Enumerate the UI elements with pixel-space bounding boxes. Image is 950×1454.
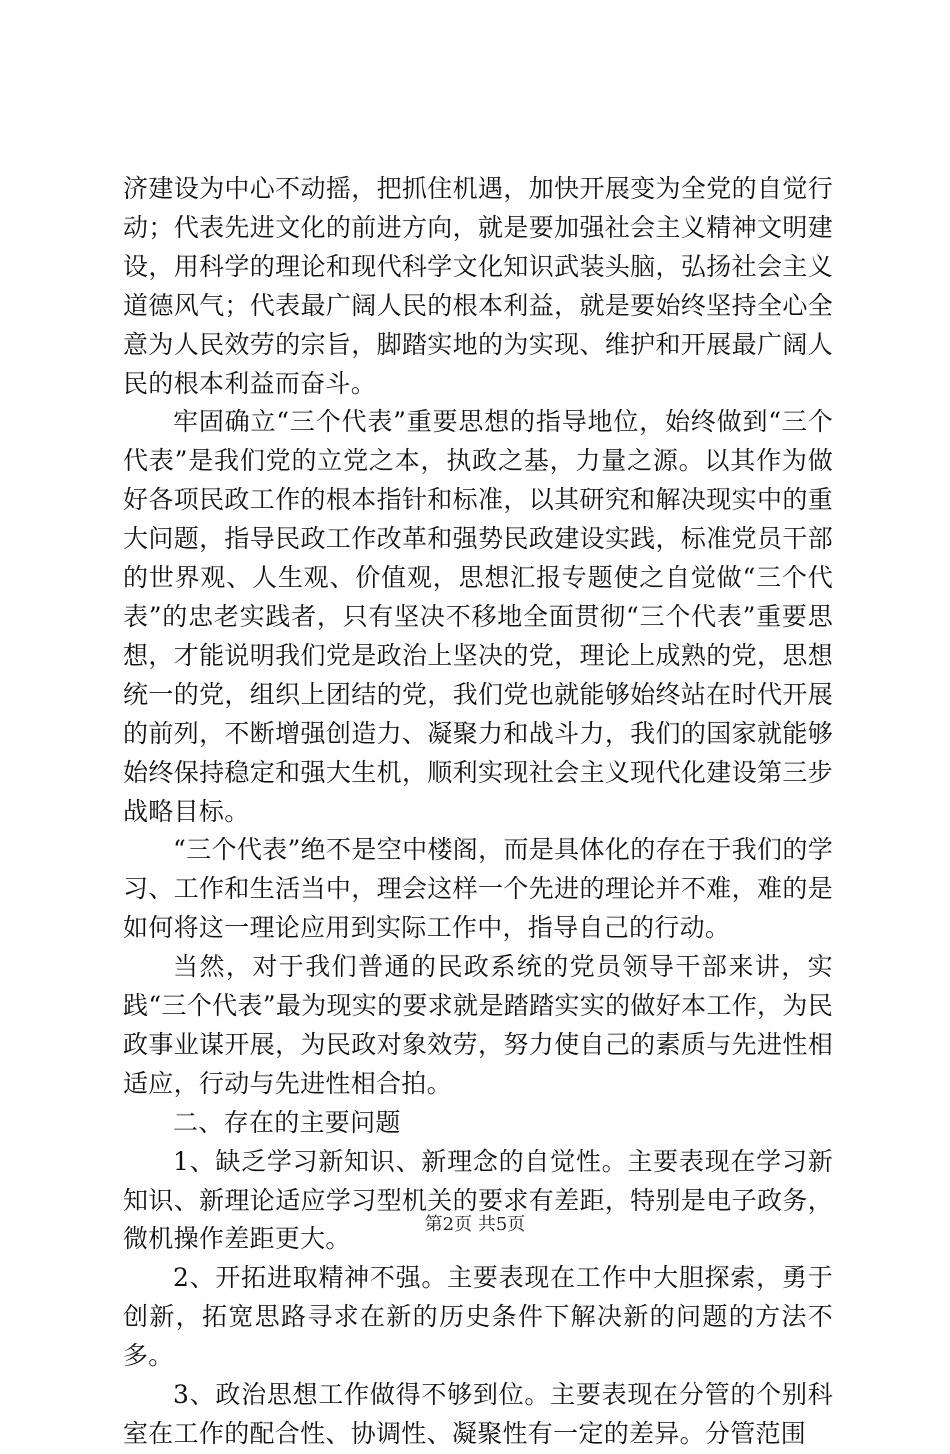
paragraph-4: 当然，对于我们普通的民政系统的党员领导干部来讲，实践“三个代表”最为现实的要求就是踏踏实实的做好本工作，为民政事业谋开展，为民政对象效劳，努力使自己的素质与先进性相适应，行动与先进性相合拍。 bbox=[123, 952, 833, 1098]
section-heading: 二、存在的主要问题 bbox=[173, 1107, 401, 1137]
paragraph-2: 牢固确立“三个代表”重要思想的指导地位，始终做到“三个代表”是我们党的立党之本，执政之基，力量之源。以其作为做好各项民政工作的根本指针和标准，以其研究和解决现实中的重大问题，指导民政工作改革和强势民政建设实践，标准党员干部的世界观、人生观、价值观，思想汇报专题使之自觉做“三个代表”的忠老实践者，只有坚决不移地全面贯彻“三个代表”重要思想，才能说明我们党是政治上坚决的党，理论上成熟的党，思想统一的党，组织上团结的党，我们党也就能够始终站在时代开展的前列，不断增强创造力、凝聚力和战斗力，我们的国家就能够始终保持稳定和强大生机，顺利实现社会主义现代化建设第三步战略目标。 bbox=[123, 407, 833, 826]
issue-item-2: 2、开拓进取精神不强。主要表现在工作中大胆探索，勇于创新，拓宽思路寻求在新的历史条件下解决新的问题的方法不多。 bbox=[123, 1263, 833, 1371]
issue-item-3: 3、政治思想工作做得不够到位。主要表现在分管的个别科室在工作的配合性、协调性、凝聚性有一定的差异。分管范围 bbox=[123, 1380, 833, 1448]
document-body bbox=[123, 170, 833, 1454]
paragraph-3: “三个代表”绝不是空中楼阁，而是具体化的存在于我们的学习、工作和生活当中，理会这样一个先进的理论并不难，难的是如何将这一理论应用到实际工作中，指导自己的行动。 bbox=[123, 835, 833, 943]
paragraph-1: 济建设为中心不动摇，把抓住机遇，加快开展变为全党的自觉行动；代表先进文化的前进方向，就是要加强社会主义精神文明建设，用科学的理论和现代科学文化知识武装头脑，弘扬社会主义道德风气；代表最广阔人民的根本利益，就是要始终坚持全心全意为人民效劳的宗旨，脚踏实地的为实现、维护和开展最广阔人民的根本利益而奋斗。 bbox=[123, 174, 833, 398]
page-footer: 第2页 共5页 bbox=[424, 1214, 526, 1235]
issue-item-1: 1、缺乏学习新知识、新理念的自觉性。主要表现在学习新知识、新理论适应学习型机关的要求有差距，特别是电子政务，微机操作差距更大。 bbox=[123, 1146, 833, 1254]
